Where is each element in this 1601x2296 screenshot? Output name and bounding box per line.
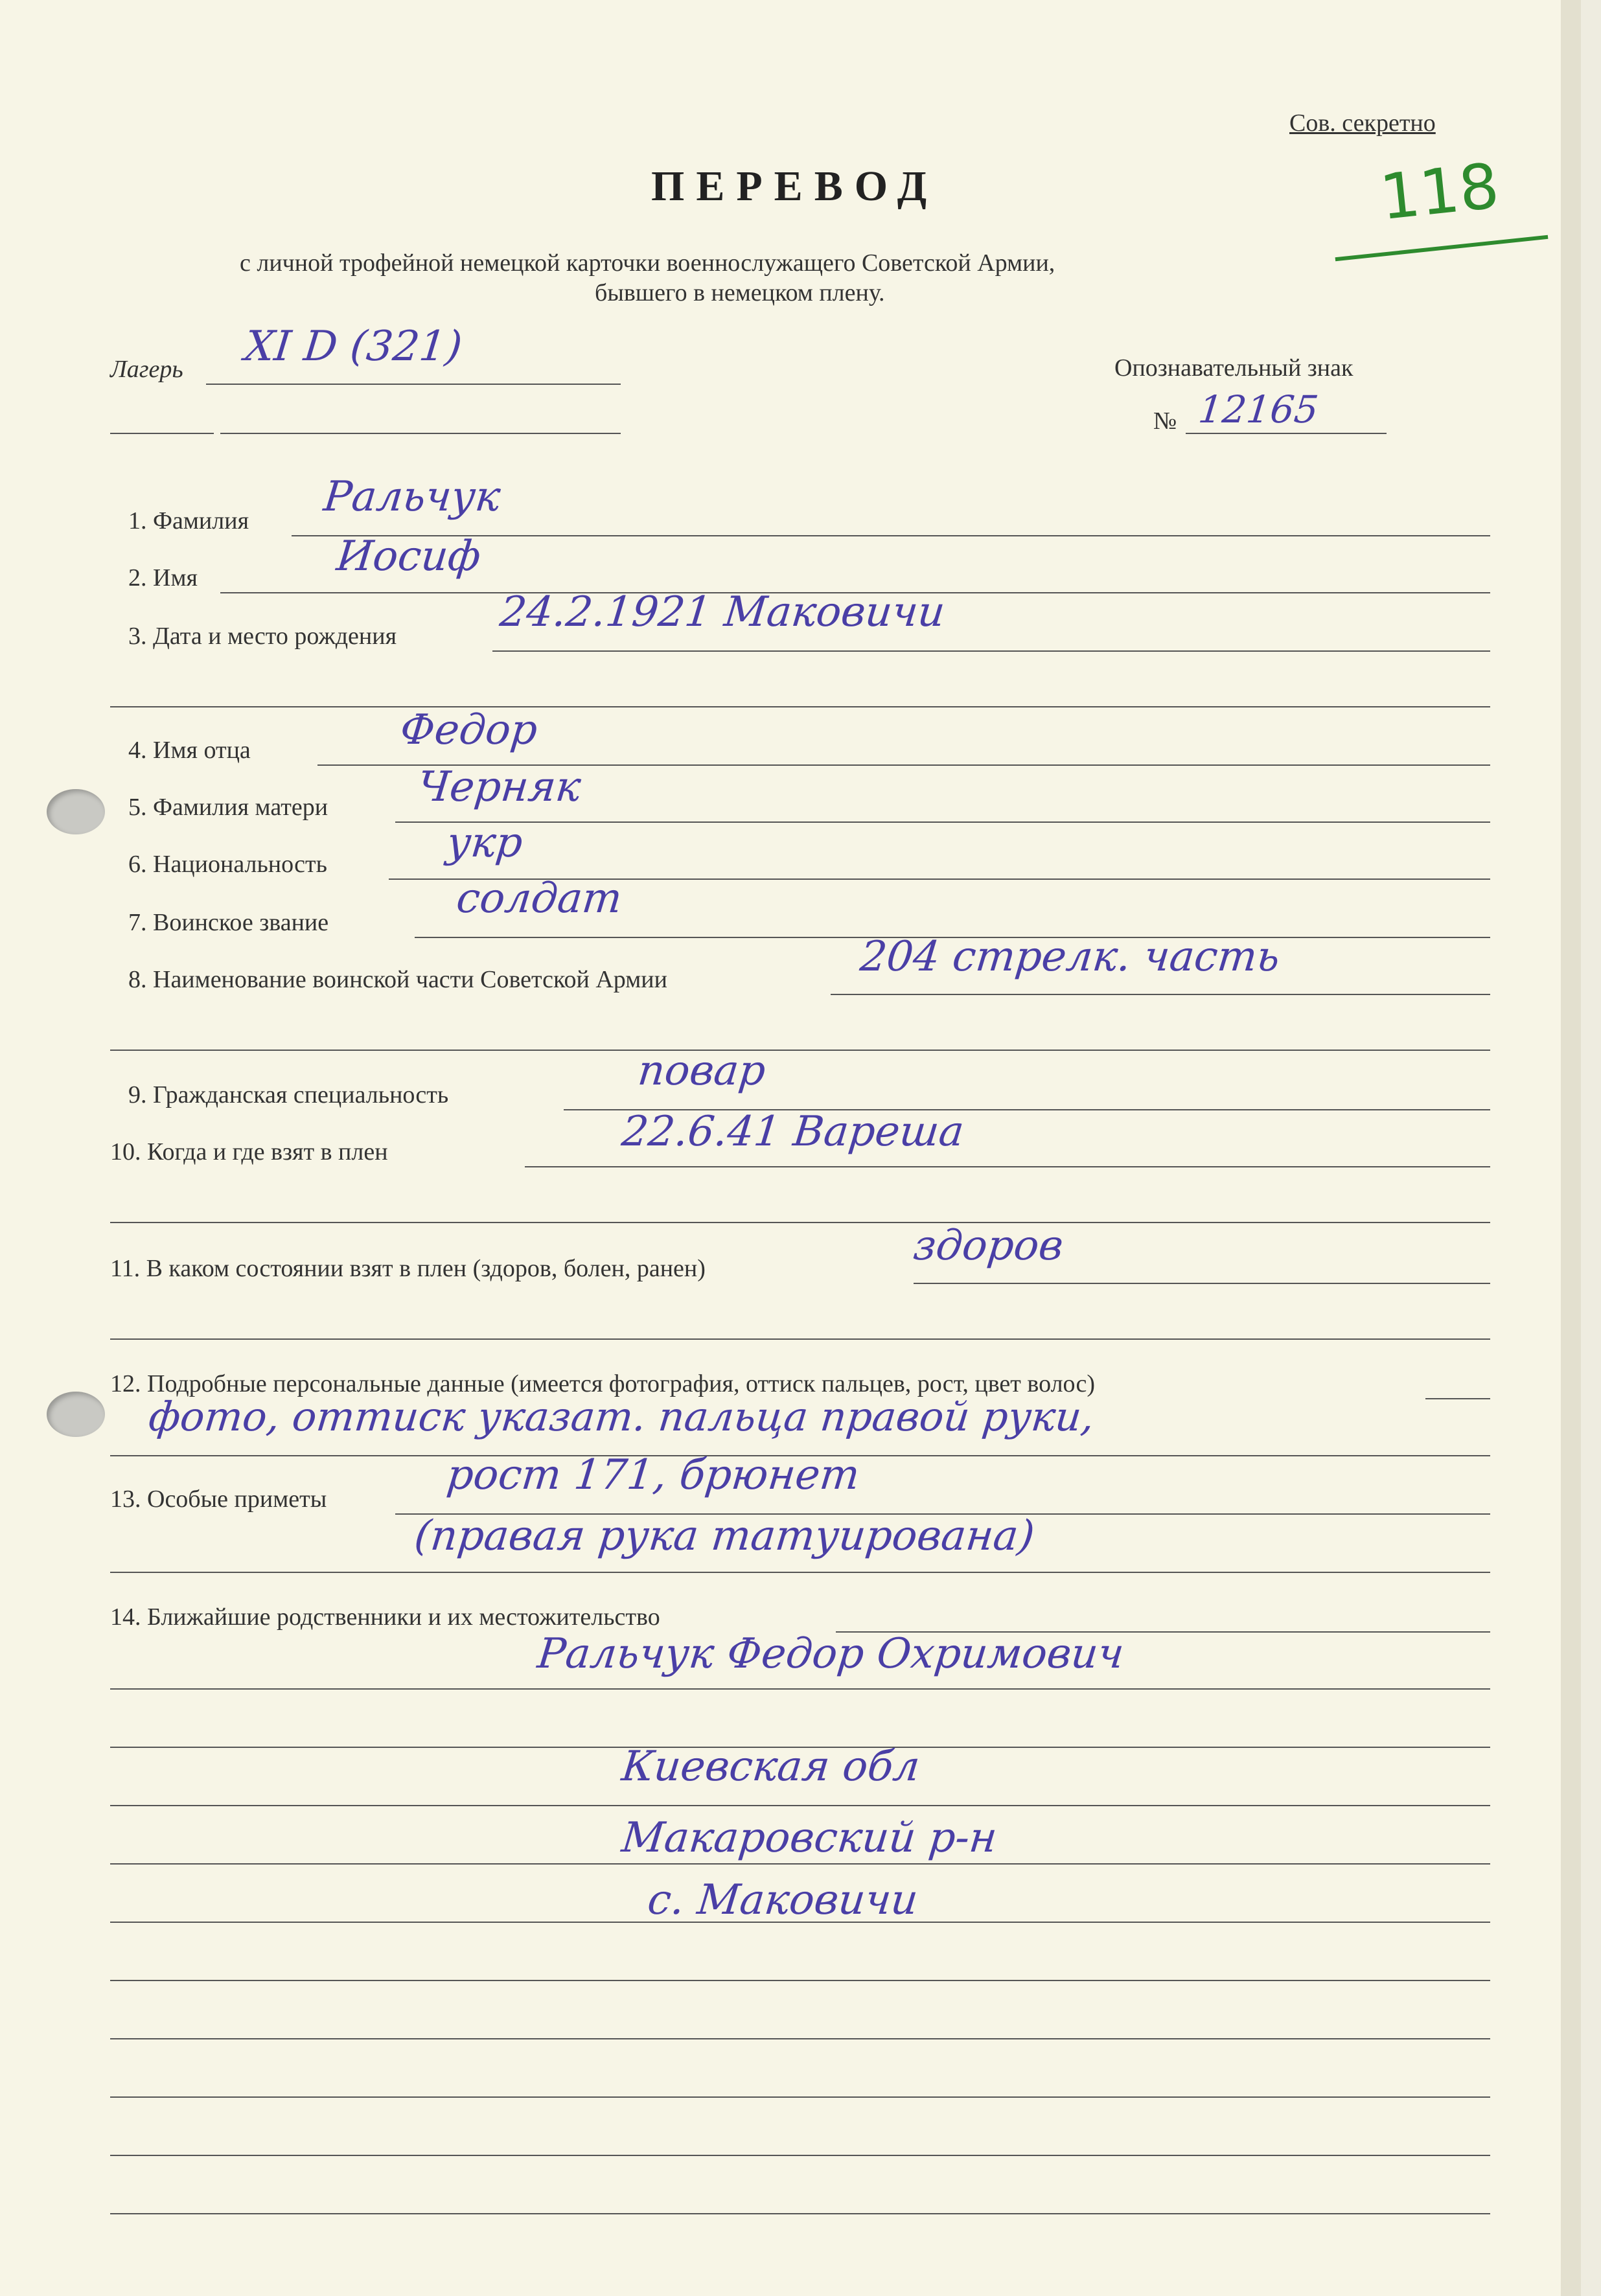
field-1-label: 1. Фамилия (128, 507, 249, 534)
field-14-line-2 (110, 1688, 1490, 1690)
field-3-value: 24.2.1921 Маковичи (498, 588, 947, 636)
field-8-label: 8. Наименование воинской части Советской Армии (128, 966, 667, 993)
field-3-label: 3. Дата и место рождения (128, 623, 397, 650)
camp-value: XI D (321) (242, 323, 465, 371)
field-3-line-2 (110, 706, 1490, 707)
field-8-line-2 (110, 1050, 1490, 1051)
field-14-line-10 (110, 2155, 1490, 2156)
document-subtitle-1: с личной трофейной немецкой карточки военнослужащего Советской Армии, (240, 249, 1055, 277)
field-12-value: фото, оттиск указат. пальца правой руки, (146, 1393, 1097, 1440)
field-14-line-9 (110, 2096, 1490, 2098)
punch-hole-upper (47, 789, 105, 834)
field-8-value: 204 стрелк. часть (858, 933, 1282, 981)
field-11-label: 11. В каком состоянии взят в плен (здоров, болен, ранен) (110, 1255, 706, 1282)
field-13-value-2: (правая рука татуирована) (412, 1512, 1037, 1560)
field-14-line-11 (110, 2213, 1490, 2214)
field-13-line-2 (110, 1572, 1490, 1573)
field-7-label: 7. Воинское звание (128, 909, 329, 936)
field-2-label: 2. Имя (128, 564, 198, 591)
field-13-label: 13. Особые приметы (110, 1486, 327, 1513)
field-12-label: 12. Подробные персональные данные (имеется фотография, оттиск пальцев, рост, цвет волос) (110, 1370, 1095, 1397)
field-10-line-2 (110, 1222, 1490, 1223)
field-14-district: Макаровский р-н (619, 1814, 1000, 1862)
field-1-value: Ральчук (321, 473, 503, 521)
id-tag-line (1186, 433, 1387, 434)
document-subtitle-2: бывшего в немецком плену. (595, 279, 885, 306)
camp-label: Лагерь (110, 356, 183, 383)
field-11-line-2 (110, 1338, 1490, 1340)
field-4-label: 4. Имя отца (128, 737, 251, 764)
id-tag-label: Опознавательный знак (1114, 354, 1353, 382)
classification-stamp: Сов. секретно (1289, 109, 1436, 137)
field-14-line-7 (110, 1980, 1490, 1981)
field-9-label: 9. Гражданская специальность (128, 1081, 449, 1108)
punch-hole-lower (47, 1392, 105, 1437)
paper-edge (1561, 0, 1581, 2296)
field-5-value: Черняк (415, 763, 583, 811)
id-tag-number-prefix: № (1153, 408, 1177, 435)
field-4-value: Федор (398, 706, 540, 754)
field-14-village: с. Маковичи (645, 1876, 921, 1924)
field-5-line (395, 821, 1490, 823)
field-2-value: Иосиф (334, 533, 483, 580)
field-13-value: рост 171, брюнет (444, 1451, 862, 1499)
field-11-value: здоров (911, 1222, 1066, 1270)
field-3-line (492, 650, 1490, 652)
field-11-line (914, 1283, 1490, 1284)
field-14-line-4 (110, 1805, 1490, 1806)
field-7-value: солдат (454, 875, 625, 923)
field-14-label: 14. Ближайшие родственники и их местожительство (110, 1603, 660, 1631)
field-6-label: 6. Национальность (128, 851, 327, 878)
field-10-value: 22.6.41 Вареша (619, 1108, 967, 1156)
camp-line (206, 384, 621, 385)
field-10-label: 10. Когда и где взят в плен (110, 1138, 388, 1165)
id-tag-value: 12165 (1196, 387, 1321, 431)
field-14-line-5 (110, 1863, 1490, 1865)
camp-line-2b (220, 433, 621, 434)
field-6-value: укр (444, 819, 525, 867)
file-number-underline (1335, 235, 1549, 261)
document-title: ПЕРЕВОД (651, 163, 939, 210)
field-10-line (525, 1166, 1490, 1167)
field-14-region: Киевская обл (619, 1743, 923, 1791)
field-9-value: повар (636, 1047, 768, 1095)
camp-line-2a (110, 433, 214, 434)
file-number: 118 (1376, 149, 1503, 235)
field-14-line-8 (110, 2038, 1490, 2039)
field-14-relative-name: Ральчук Федор Охримович (535, 1630, 1127, 1678)
field-5-label: 5. Фамилия матери (128, 794, 328, 821)
field-8-line (831, 994, 1490, 995)
field-12-line (1425, 1398, 1490, 1399)
